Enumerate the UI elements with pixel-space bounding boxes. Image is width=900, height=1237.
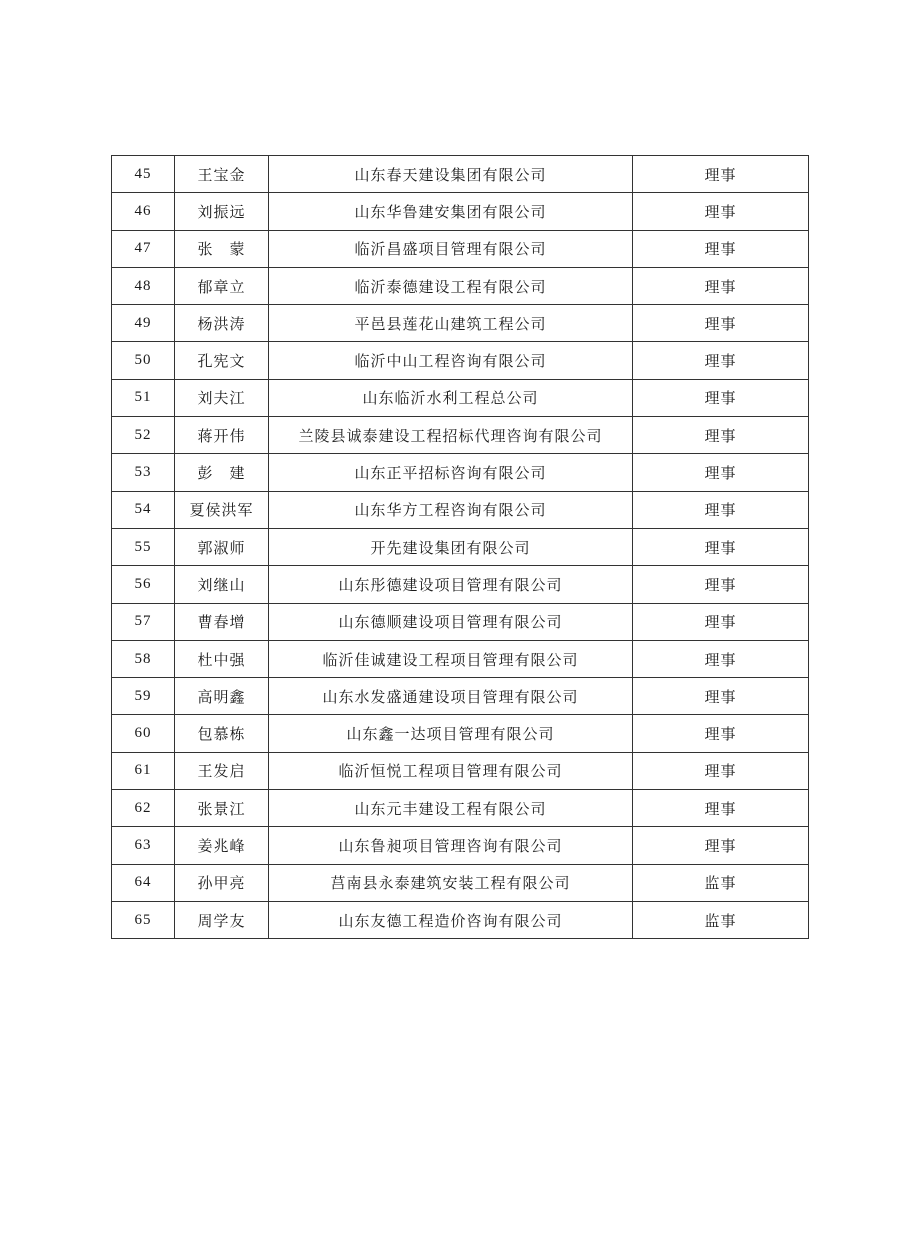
- organization-name: 临沂泰德建设工程有限公司: [269, 267, 633, 304]
- member-name: 姜兆峰: [175, 827, 269, 864]
- table-row: [112, 267, 809, 304]
- member-name: 彭 建: [175, 454, 269, 491]
- organization-name: 山东水发盛通建设项目管理有限公司: [269, 678, 633, 715]
- member-role: 理事: [633, 678, 809, 715]
- table-row: [112, 156, 809, 193]
- member-role: 理事: [633, 528, 809, 565]
- table-row: [112, 417, 809, 454]
- member-name: 杜中强: [175, 640, 269, 677]
- table-row: [112, 491, 809, 528]
- member-role: 理事: [633, 230, 809, 267]
- organization-name: 山东鲁昶项目管理咨询有限公司: [269, 827, 633, 864]
- row-number: 63: [112, 827, 175, 864]
- row-number: 51: [112, 379, 175, 416]
- organization-name: 临沂昌盛项目管理有限公司: [269, 230, 633, 267]
- table-row: [112, 640, 809, 677]
- row-number: 54: [112, 491, 175, 528]
- member-name: 曹春增: [175, 603, 269, 640]
- table-row: [112, 193, 809, 230]
- member-role: 理事: [633, 566, 809, 603]
- member-role: 理事: [633, 417, 809, 454]
- member-name: 王发启: [175, 752, 269, 789]
- table-row: [112, 901, 809, 938]
- row-number: 50: [112, 342, 175, 379]
- organization-name: 山东友德工程造价咨询有限公司: [269, 901, 633, 938]
- row-number: 60: [112, 715, 175, 752]
- table-row: [112, 528, 809, 565]
- row-number: 58: [112, 640, 175, 677]
- table-row: [112, 752, 809, 789]
- table-row: [112, 603, 809, 640]
- member-table-body: [112, 156, 809, 939]
- organization-name: 临沂恒悦工程项目管理有限公司: [269, 752, 633, 789]
- member-role: 理事: [633, 156, 809, 193]
- table-row: [112, 715, 809, 752]
- organization-name: 山东华鲁建安集团有限公司: [269, 193, 633, 230]
- organization-name: 兰陵县诚泰建设工程招标代理咨询有限公司: [269, 417, 633, 454]
- row-number: 64: [112, 864, 175, 901]
- member-name: 王宝金: [175, 156, 269, 193]
- row-number: 56: [112, 566, 175, 603]
- member-role: 理事: [633, 379, 809, 416]
- member-name: 刘继山: [175, 566, 269, 603]
- member-name: 郁章立: [175, 267, 269, 304]
- row-number: 55: [112, 528, 175, 565]
- table-row: [112, 342, 809, 379]
- row-number: 48: [112, 267, 175, 304]
- member-role: 理事: [633, 640, 809, 677]
- member-role: 理事: [633, 790, 809, 827]
- member-role: 监事: [633, 864, 809, 901]
- organization-name: 莒南县永泰建筑安装工程有限公司: [269, 864, 633, 901]
- row-number: 53: [112, 454, 175, 491]
- member-name: 孙甲亮: [175, 864, 269, 901]
- member-role: 理事: [633, 267, 809, 304]
- row-number: 46: [112, 193, 175, 230]
- row-number: 62: [112, 790, 175, 827]
- row-number: 65: [112, 901, 175, 938]
- organization-name: 临沂中山工程咨询有限公司: [269, 342, 633, 379]
- member-role: 理事: [633, 342, 809, 379]
- table-row: [112, 827, 809, 864]
- organization-name: 山东元丰建设工程有限公司: [269, 790, 633, 827]
- row-number: 52: [112, 417, 175, 454]
- row-number: 59: [112, 678, 175, 715]
- table-row: [112, 230, 809, 267]
- organization-name: 山东临沂水利工程总公司: [269, 379, 633, 416]
- member-name: 夏侯洪军: [175, 491, 269, 528]
- member-name: 刘振远: [175, 193, 269, 230]
- table-row: [112, 305, 809, 342]
- organization-name: 平邑县莲花山建筑工程公司: [269, 305, 633, 342]
- member-name: 张 蒙: [175, 230, 269, 267]
- table-row: [112, 678, 809, 715]
- organization-name: 山东正平招标咨询有限公司: [269, 454, 633, 491]
- organization-name: 临沂佳诚建设工程项目管理有限公司: [269, 640, 633, 677]
- member-role: 理事: [633, 827, 809, 864]
- row-number: 47: [112, 230, 175, 267]
- organization-name: 山东华方工程咨询有限公司: [269, 491, 633, 528]
- table-row: [112, 790, 809, 827]
- member-role: 理事: [633, 491, 809, 528]
- table-row: [112, 566, 809, 603]
- member-name: 刘夫江: [175, 379, 269, 416]
- member-role: 理事: [633, 715, 809, 752]
- member-role: 理事: [633, 193, 809, 230]
- row-number: 61: [112, 752, 175, 789]
- row-number: 49: [112, 305, 175, 342]
- member-name: 蒋开伟: [175, 417, 269, 454]
- member-name: 孔宪文: [175, 342, 269, 379]
- member-table: [111, 155, 809, 939]
- organization-name: 山东德顺建设项目管理有限公司: [269, 603, 633, 640]
- organization-name: 山东彤德建设项目管理有限公司: [269, 566, 633, 603]
- organization-name: 山东春天建设集团有限公司: [269, 156, 633, 193]
- member-name: 郭淑师: [175, 528, 269, 565]
- table-row: [112, 454, 809, 491]
- row-number: 45: [112, 156, 175, 193]
- member-name: 高明鑫: [175, 678, 269, 715]
- table-row: [112, 379, 809, 416]
- organization-name: 山东鑫一达项目管理有限公司: [269, 715, 633, 752]
- row-number: 57: [112, 603, 175, 640]
- member-name: 包慕栋: [175, 715, 269, 752]
- table-row: [112, 864, 809, 901]
- member-name: 杨洪涛: [175, 305, 269, 342]
- member-name: 张景江: [175, 790, 269, 827]
- member-role: 监事: [633, 901, 809, 938]
- member-role: 理事: [633, 305, 809, 342]
- member-name: 周学友: [175, 901, 269, 938]
- member-role: 理事: [633, 454, 809, 491]
- organization-name: 开先建设集团有限公司: [269, 528, 633, 565]
- member-role: 理事: [633, 603, 809, 640]
- member-role: 理事: [633, 752, 809, 789]
